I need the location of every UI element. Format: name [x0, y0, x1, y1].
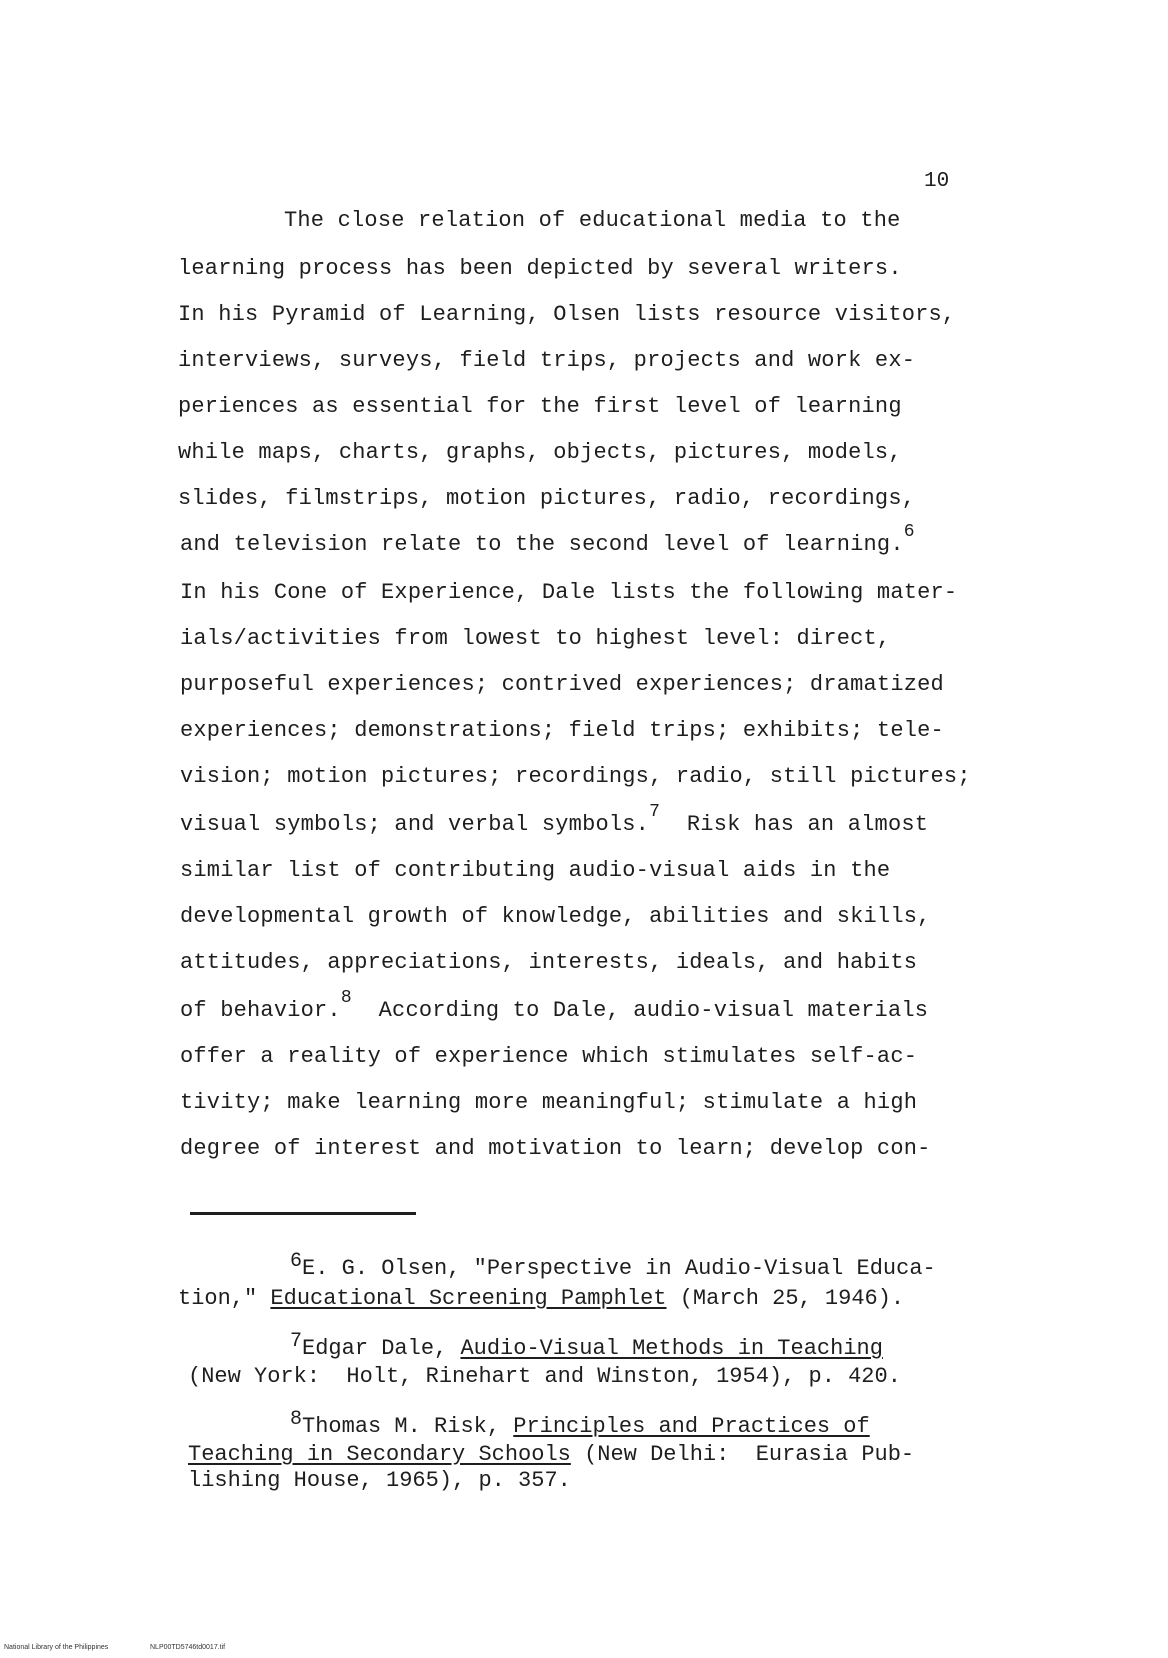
body-line: Risk has an almost [686, 812, 929, 837]
body-line: ials/activities from lowest to highest level: direct, [180, 626, 891, 651]
body-line: offer a reality of experience which stimulates self-ac- [180, 1044, 918, 1069]
body-line: slides, filmstrips, motion pictures, radio, recordings, [178, 486, 916, 511]
citation-title: Principles and Practices of [513, 1414, 870, 1439]
footnote-6-line: 6E. G. Olsen, "Perspective in Audio-Visual Educa- [290, 1250, 936, 1281]
body-line: attitudes, appreciations, interests, ideals, and habits [180, 950, 918, 975]
footnote-separator [190, 1212, 416, 1215]
body-line: and television relate to the second level of learning. [180, 532, 904, 557]
body-line: In his Cone of Experience, Dale lists the following mater- [180, 580, 958, 605]
footnote-8-line: 8Thomas M. Risk, Principles and Practices of [290, 1408, 870, 1439]
page-number: 10 [924, 170, 950, 193]
footnote-8-line: Teaching in Secondary Schools (New Delhi: Eurasia Pub- [188, 1442, 915, 1467]
body-line: experiences; demonstrations; field trips; exhibits; tele- [180, 718, 944, 743]
body-line: tivity; make learning more meaningful; stimulate a high [180, 1090, 918, 1115]
archive-file-label: NLP00TD5746td0017.tif [150, 1644, 226, 1651]
footnote-7-mark: 7 [290, 1330, 303, 1353]
footnote-7-line: (New York: Holt, Rinehart and Winston, 1954), p. 420. [188, 1364, 901, 1389]
footnote-6-line: tion," Educational Screening Pamphlet (March 25, 1946). [178, 1286, 905, 1311]
body-line: degree of interest and motivation to learn; develop con- [180, 1136, 931, 1161]
body-line: vision; motion pictures; recordings, radio, still pictures; [180, 764, 971, 789]
body-line-with-footnote [180, 988, 929, 1023]
body-line-with-footnote [180, 802, 929, 837]
citation-title: Educational Screening Pamphlet [270, 1286, 667, 1311]
footnote-7-line: 7Edgar Dale, Audio-Visual Methods in Teaching [290, 1330, 883, 1361]
citation-title: Teaching in Secondary Schools [188, 1442, 571, 1467]
body-line: similar list of contributing audio-visual aids in the [180, 858, 891, 883]
body-line: visual symbols; and verbal symbols. [180, 812, 650, 837]
body-line: In his Pyramid of Learning, Olsen lists resource visitors, [178, 302, 956, 327]
footnote-ref-8: 8 [340, 988, 352, 1008]
body-line-with-footnote [180, 522, 915, 557]
archive-library-label: National Library of the Philippines [4, 1644, 109, 1651]
footnote-ref-7: 7 [649, 802, 661, 822]
footnote-8-line: lishing House, 1965), p. 357. [188, 1468, 571, 1493]
body-line: purposeful experiences; contrived experiences; dramatized [180, 672, 944, 697]
body-line: The close relation of educational media to the [284, 208, 901, 233]
body-line: periences as essential for the first level of learning [178, 394, 902, 419]
body-line: developmental growth of knowledge, abilities and skills, [180, 904, 931, 929]
body-line: while maps, charts, graphs, objects, pictures, models, [178, 440, 902, 465]
body-line: learning process has been depicted by several writers. [178, 256, 902, 281]
citation-title: Audio-Visual Methods in Teaching [460, 1336, 883, 1361]
body-line: of behavior. [180, 998, 341, 1023]
body-line: interviews, surveys, field trips, projects and work ex- [178, 348, 916, 373]
footnote-6-mark: 6 [290, 1250, 303, 1273]
footnote-ref-6: 6 [903, 522, 915, 542]
footnote-8-mark: 8 [290, 1408, 303, 1431]
body-line: According to Dale, audio-visual materials [378, 998, 929, 1023]
